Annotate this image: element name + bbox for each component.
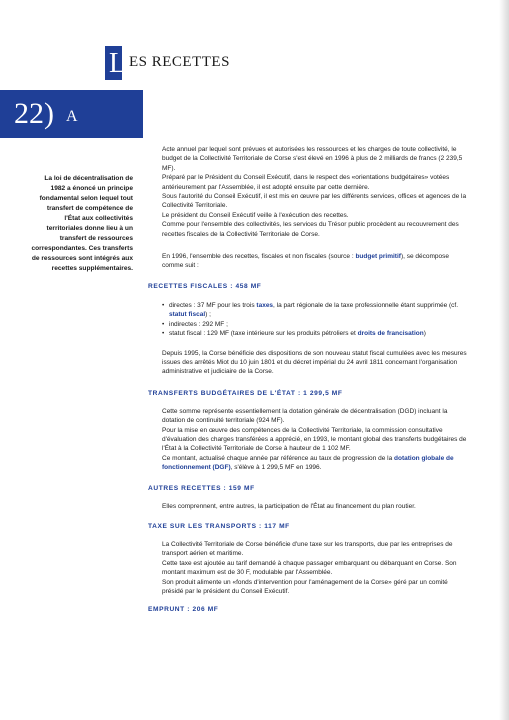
intro-p6-tail: ), se décompose comme suit : [162, 253, 450, 270]
fiscal-b3-end: ) [423, 330, 426, 338]
chapter-letter: A [66, 108, 78, 125]
taxes-link[interactable]: taxes [256, 301, 274, 309]
intro-p6-text: En 1996, l'ensemble des recettes, fiscales et non fiscales (source : [162, 253, 356, 261]
droits-francisation-link[interactable]: droits de francisation [357, 330, 424, 338]
main-content [148, 145, 470, 613]
list-item [162, 301, 470, 320]
fiscal-b1-end: ) ; [205, 311, 211, 319]
budget-primitif-link[interactable]: budget primitif [355, 253, 401, 261]
statut-fiscal-link[interactable]: statut fiscal [169, 311, 206, 319]
fiscal-b1-mid: , la part régionale de la taxe professionnelle étant supprimée (cf. [273, 301, 459, 309]
header-initial: L [109, 48, 127, 79]
chapter-number: 22) [14, 97, 54, 130]
transport-paragraph-2: Cette taxe est ajoutée au tarif demandé à chaque passager embarquant ou débarquant en Corse. Son montant maximum est de 30 F, modulable par l'Assemblée. [162, 559, 457, 577]
list-item: • indirectes : 292 MF ; [162, 320, 470, 329]
section-heading-transfers: TRANSFERTS BUDGÉTAIRES DE L'ÉTAT : 1 299,5 MF [148, 389, 343, 397]
intro-paragraph-1: Acte annuel par lequel sont prévues et autorisées les ressources et les charges de toute collectivité, le budget de la Collectivité Territoriale de Corse s'est élevé en 1996 à plus de 2 milliards de francs (2 239,5 MF). [162, 146, 463, 172]
dgf-link[interactable]: dotation globale de fonctionnement (DGF) [162, 454, 454, 472]
transport-paragraph-3: Son produit alimente un «fonds d'intervention pour l'aménagement de la Corse» géré par un comité présidé par le président du Conseil Exécutif. [162, 578, 448, 595]
intro-paragraph-2: Préparé par le Président du Conseil Exécutif, dans le respect des «orientations budgétaires» votées antérieurement par l'Assemblée, il est adopté ensuite par cette dernière. [162, 174, 450, 191]
section-heading-loan: EMPRUNT : 206 MF [148, 606, 219, 614]
transport-paragraph-1: La Collectivité Territoriale de Corse bénéficie d'une taxe sur les transports, due par les entreprises de transport aérien et maritime. [162, 540, 453, 558]
transfers-p3-text: Ce montant, actualisé chaque année par référence au taux de progression de la [162, 454, 394, 462]
intro-paragraph-3: Sous l'autorité du Conseil Exécutif, il est mis en œuvre par les différents services, offices et agences de la Collectivité Territoriale. [162, 193, 467, 210]
intro-paragraph-5: Comme pour l'ensemble des collectivités, les services du Trésor public procèdent au recouvrement des recettes fiscales de la Collectivité Territoriale de Corse. [162, 221, 459, 238]
transfers-paragraph-3 [148, 454, 470, 473]
fiscal-b1-text: directes : 37 MF pour les trois [169, 301, 257, 309]
section-heading-transport: TAXE SUR LES TRANSPORTS : 117 MF [148, 522, 290, 530]
fiscal-b3-text: statut fiscal : 129 MF (taxe intérieure sur les produits pétroliers et [169, 330, 358, 338]
section-heading-other: AUTRES RECETTES : 159 MF [148, 484, 255, 492]
page-edge-shadow [499, 0, 509, 720]
transfers-paragraph-1: Cette somme représente essentiellement la dotation générale de décentralisation (DGD) incluant la dotation de continuité territoriale (924 MF). [162, 407, 448, 425]
other-paragraph: Elles comprennent, entre autres, la participation de l'État au financement du plan routier. [162, 502, 416, 510]
fiscal-paragraph: Depuis 1995, la Corse bénéficie des dispositions de son nouveau statut fiscal cumulées avec les mesures issues des arrêtés Miot du 10 juin 1801 et du décret impérial du 24 avril 1811 concernant l'organisation administrative et judiciaire de la Corse. [162, 349, 467, 376]
fiscal-list [148, 301, 470, 339]
chapter-band [0, 90, 143, 138]
list-item [162, 329, 470, 338]
section-heading-fiscal: RECETTES FISCALES : 458 MF [148, 282, 262, 290]
transfers-p3-tail: , s'élève à 1 299,5 MF en 1996. [230, 464, 322, 472]
sidebar-note: La loi de décentralisation de 1982 a énoncé un principe fondamental selon lequel tout transfert de compétence de l'État aux collectivités territoriales donne lieu à un transfert de ressources correspondantes. Ces transferts de ressources sont intégrés aux recettes supplémentaires. [31, 175, 133, 272]
page-title: ES RECETTES [129, 54, 230, 70]
intro-paragraph-6 [148, 252, 470, 271]
transfers-paragraph-2: Pour la mise en œuvre des compétences de la Collectivité Territoriale, la commission consultative d'évaluation des charges transférées a apprécié, en 1993, le montant global des transferts budgétaires de l'État à la Collectivité Territoriale de Corse à hauteur de 1 102 MF. [162, 426, 467, 453]
intro-paragraph-4: Le président du Conseil Exécutif veille à l'exécution des recettes. [162, 211, 349, 219]
